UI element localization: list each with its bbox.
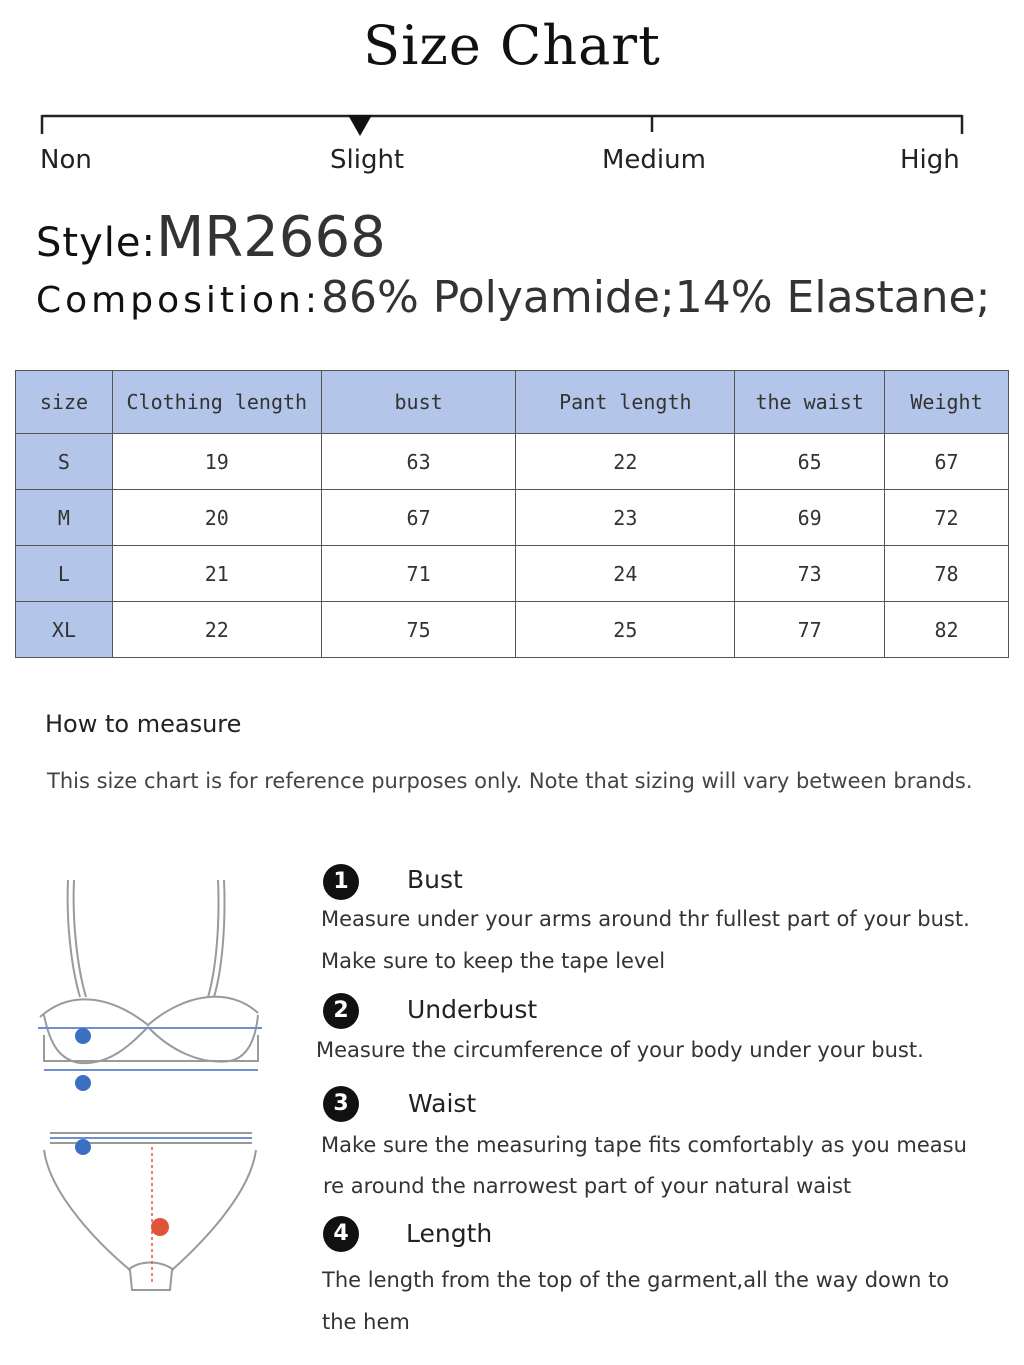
header-clothing-length: Clothing length xyxy=(112,371,321,434)
table-cell: 25 xyxy=(516,602,735,658)
table-cell: 22 xyxy=(516,434,735,490)
style-value: MR2668 xyxy=(155,205,386,270)
step-3-line-2: re around the narrowest part of your natural waist xyxy=(323,1174,852,1198)
step-3-line-1: Make sure the measuring tape fits comfortably as you measu xyxy=(321,1133,967,1157)
table-cell: XL xyxy=(16,602,113,658)
scale-label-non: Non xyxy=(40,145,92,175)
table-row xyxy=(16,490,1009,546)
marker-2-icon xyxy=(75,1075,91,1091)
table-cell: 19 xyxy=(112,434,321,490)
table-header-row xyxy=(16,371,1009,434)
composition-line xyxy=(36,272,990,323)
page-title: Size Chart xyxy=(363,14,661,77)
table-cell: 65 xyxy=(735,434,885,490)
table-row xyxy=(16,602,1009,658)
how-to-measure-title: How to measure xyxy=(45,710,242,738)
composition-value: 86% Polyamide;14% Elastane; xyxy=(320,272,991,323)
header-bust: bust xyxy=(321,371,516,434)
table-cell: 63 xyxy=(321,434,516,490)
header-size: size xyxy=(16,371,113,434)
step-4-title: Length xyxy=(406,1219,493,1248)
table-cell: S xyxy=(16,434,113,490)
table-cell: 72 xyxy=(885,490,1009,546)
table-cell: 22 xyxy=(112,602,321,658)
step-3-title: Waist xyxy=(408,1089,477,1118)
table-cell: 77 xyxy=(735,602,885,658)
step-2-title: Underbust xyxy=(407,995,538,1024)
composition-label: Composition: xyxy=(36,280,321,321)
table-cell: 75 xyxy=(321,602,516,658)
step-1-line-1: Measure under your arms around thr fullest part of your bust. xyxy=(321,907,970,931)
step-4-line-2: the hem xyxy=(322,1310,410,1334)
marker-1-icon xyxy=(75,1028,91,1044)
table-cell: 78 xyxy=(885,546,1009,602)
table-cell: 21 xyxy=(112,546,321,602)
step-1-title: Bust xyxy=(407,865,463,894)
stretch-scale xyxy=(30,110,970,140)
garment-illustration xyxy=(30,865,270,1315)
table-row xyxy=(16,546,1009,602)
step-4-number-icon: 4 xyxy=(323,1216,359,1252)
stretch-indicator-icon xyxy=(348,115,372,136)
header-pant-length: Pant length xyxy=(516,371,735,434)
marker-4-icon xyxy=(151,1218,169,1236)
step-3-number-icon: 3 xyxy=(323,1086,359,1122)
table-cell: M xyxy=(16,490,113,546)
step-2-number-icon: 2 xyxy=(323,993,359,1029)
size-table xyxy=(15,370,1009,658)
step-4-line-1: The length from the top of the garment,all the way down to xyxy=(322,1268,950,1292)
table-cell: 82 xyxy=(885,602,1009,658)
table-cell: 20 xyxy=(112,490,321,546)
table-cell: 67 xyxy=(885,434,1009,490)
how-to-measure-note: This size chart is for reference purposes only. Note that sizing will vary between brands. xyxy=(47,769,973,793)
table-cell: 71 xyxy=(321,546,516,602)
table-cell: L xyxy=(16,546,113,602)
header-weight: Weight xyxy=(885,371,1009,434)
scale-label-slight: Slight xyxy=(330,145,405,175)
table-cell: 69 xyxy=(735,490,885,546)
style-label: Style: xyxy=(36,220,156,266)
scale-label-high: High xyxy=(900,145,960,175)
marker-3-icon xyxy=(75,1139,91,1155)
style-line xyxy=(36,205,386,270)
table-cell: 24 xyxy=(516,546,735,602)
step-1-number-icon: 1 xyxy=(323,864,359,900)
table-cell: 23 xyxy=(516,490,735,546)
step-1-line-2: Make sure to keep the tape level xyxy=(321,949,666,973)
step-2-line-1: Measure the circumference of your body under your bust. xyxy=(316,1038,924,1062)
scale-label-medium: Medium xyxy=(602,145,706,175)
table-cell: 67 xyxy=(321,490,516,546)
table-cell: 73 xyxy=(735,546,885,602)
header-waist: the waist xyxy=(735,371,885,434)
table-row xyxy=(16,434,1009,490)
